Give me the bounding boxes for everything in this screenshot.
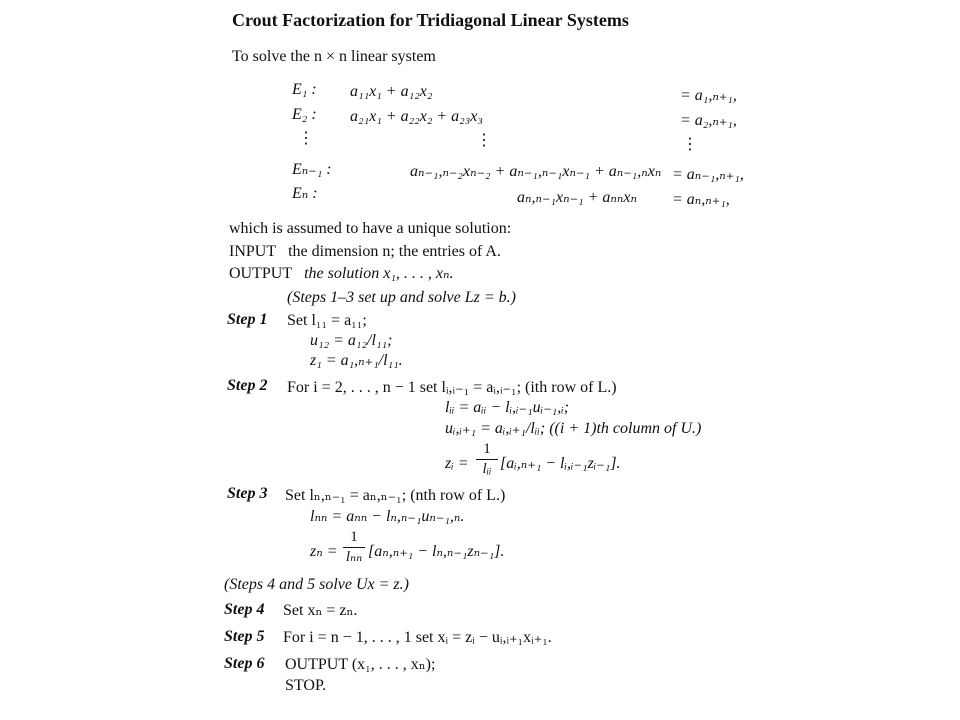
equation-lhs: aₙ,ₙ₋₁xₙ₋₁ + aₙₙxₙ <box>517 189 637 206</box>
steps-4-5-note: (Steps 4 and 5 solve Ux = z.) <box>224 576 409 593</box>
step-3-fraction <box>343 530 365 565</box>
step-2-fraction <box>476 442 498 477</box>
equation-rhs: = aₙ,ₙ₊₁, <box>672 191 730 208</box>
step-4-text: Set xₙ = zₙ. <box>283 602 358 619</box>
step-5-label: Step 5 <box>224 628 265 645</box>
assumption-text: which is assumed to have a unique solution: <box>229 220 512 237</box>
steps-1-3-note: (Steps 1–3 set up and solve Lz = b.) <box>287 289 516 306</box>
fraction-numerator: 1 <box>350 529 358 545</box>
step-2-z-rhs: [aᵢ,ₙ₊₁ − lᵢ,ᵢ₋₁zᵢ₋₁]. <box>500 455 621 472</box>
step-2-line: uᵢ,ᵢ₊₁ = aᵢ,ᵢ₊₁/lᵢᵢ; ((i + 1)th column of U.) <box>445 420 702 437</box>
step-3-label: Step 3 <box>227 485 268 502</box>
step-3-line: Set lₙ,ₙ₋₁ = aₙ,ₙ₋₁; (nth row of L.) <box>285 487 506 504</box>
fraction-bar <box>476 459 498 460</box>
equation-label: E₂ : <box>292 106 317 123</box>
vertical-dots: ⋮ <box>682 136 698 153</box>
step-6-label: Step 6 <box>224 655 265 672</box>
step-1-line: Set l₁₁ = a₁₁; <box>287 312 367 329</box>
vertical-dots: ⋮ <box>298 130 314 147</box>
step-3-line: lₙₙ = aₙₙ − lₙ,ₙ₋₁uₙ₋₁,ₙ. <box>310 508 465 525</box>
step-1-line: u₁₂ = a₁₂/l₁₁; <box>310 332 393 349</box>
fraction-denominator: lₙₙ <box>345 549 363 565</box>
output-line <box>229 266 453 282</box>
step-6-line: OUTPUT (x₁, . . . , xₙ); <box>285 656 436 673</box>
input-line <box>229 244 501 260</box>
equation-lhs: aₙ₋₁,ₙ₋₂xₙ₋₂ + aₙ₋₁,ₙ₋₁xₙ₋₁ + aₙ₋₁,ₙxₙ <box>410 163 662 180</box>
output-label: OUTPUT <box>229 265 293 282</box>
step-1-line: z₁ = a₁,ₙ₊₁/l₁₁. <box>310 352 403 369</box>
equation-lhs: a₂₁x₁ + a₂₂x₂ + a₂₃x₃ <box>350 108 483 125</box>
equation-label: E₁ : <box>292 81 317 98</box>
step-3-z-rhs: [aₙ,ₙ₊₁ − lₙ,ₙ₋₁zₙ₋₁]. <box>368 543 505 560</box>
output-text: the solution x₁, . . . , xₙ. <box>304 265 454 282</box>
step-2-line: lᵢᵢ = aᵢᵢ − lᵢ,ᵢ₋₁uᵢ₋₁,ᵢ; <box>445 399 570 416</box>
equation-lhs: a₁₁x₁ + a₁₂x₂ <box>350 83 433 100</box>
equation-label: Eₙ : <box>292 185 318 202</box>
vertical-dots: ⋮ <box>476 132 492 149</box>
step-2-z-lhs: zᵢ = <box>445 455 469 472</box>
step-2-line: For i = 2, . . . , n − 1 set lᵢ,ᵢ₋₁ = aᵢ,ᵢ₋₁; (ith row of L.) <box>287 379 617 396</box>
input-label: INPUT <box>229 243 277 260</box>
step-5-text: For i = n − 1, . . . , 1 set xᵢ = zᵢ − uᵢ,ᵢ₊₁xᵢ₊₁. <box>283 629 552 646</box>
page-title: Crout Factorization for Tridiagonal Linear Systems <box>232 10 629 30</box>
step-6-line: STOP. <box>285 677 327 694</box>
step-2-label: Step 2 <box>227 377 268 394</box>
step-3-z-lhs: zₙ = <box>310 543 338 560</box>
intro-text: To solve the n × n linear system <box>232 48 436 65</box>
equation-rhs: = a₂,ₙ₊₁, <box>680 112 737 129</box>
fraction-bar <box>343 547 365 548</box>
fraction-numerator: 1 <box>483 441 491 457</box>
equation-label: Eₙ₋₁ : <box>292 161 332 178</box>
fraction-denominator: lᵢᵢ <box>482 461 492 477</box>
equation-rhs: = aₙ₋₁,ₙ₊₁, <box>672 166 744 183</box>
equation-rhs: = a₁,ₙ₊₁, <box>680 87 737 104</box>
input-text: the dimension n; the entries of A. <box>288 243 501 260</box>
step-1-label: Step 1 <box>227 311 268 328</box>
step-4-label: Step 4 <box>224 601 265 618</box>
